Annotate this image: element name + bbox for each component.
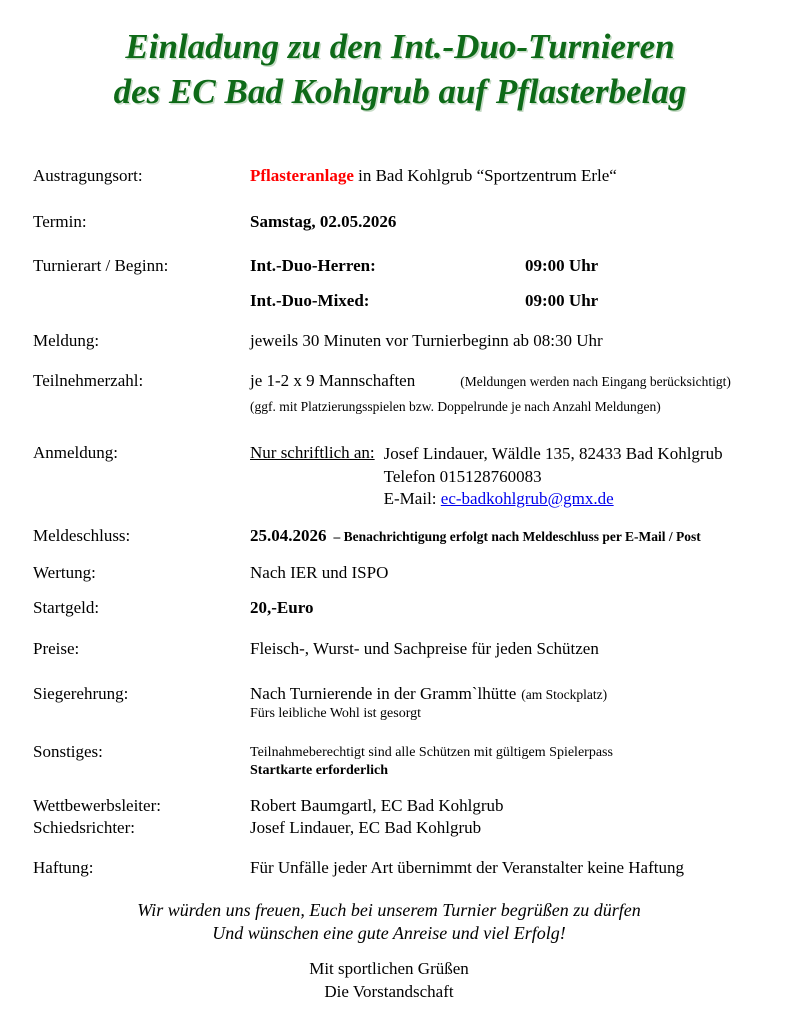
termin-value: Samstag, 02.05.2026	[250, 212, 397, 231]
row-meldung	[33, 331, 790, 351]
tournament-line-mixed	[250, 291, 790, 326]
meldung-value: jeweils 30 Minuten vor Turnierbeginn ab 08:30 Uhr	[250, 331, 603, 350]
sonstiges-label: Sonstiges:	[33, 742, 103, 761]
venue-rest: in Bad Kohlgrub “Sportzentrum Erle“	[353, 166, 617, 185]
email-prefix: E-Mail:	[383, 489, 441, 508]
deadline-date: 25.04.2026	[250, 526, 327, 545]
siegerehrung-label: Siegerehrung:	[33, 684, 129, 703]
teams-note2: (ggf. mit Platzierungsspielen bzw. Doppelrunde je nach Anzahl Meldungen)	[250, 399, 661, 414]
row-austragungsort	[33, 166, 790, 186]
anmeldung-label: Anmeldung:	[33, 443, 118, 462]
closing-line2: Und wünschen eine gute Anreise und viel Erfolg!	[212, 922, 566, 943]
misc-line2: Startkarte erforderlich	[250, 763, 388, 778]
wettbewerbsleiter-value: Robert Baumgartl, EC Bad Kohlgrub	[250, 796, 504, 815]
row-preise	[33, 639, 790, 659]
email-link[interactable]: ec-badkohlgrub@gmx.de	[440, 489, 614, 508]
row-termin	[33, 212, 790, 232]
contact-email-line	[384, 488, 723, 511]
venue-highlight: Pflasteranlage	[250, 166, 354, 185]
startgeld-value: 20,-Euro	[250, 598, 314, 617]
teilnehmerzahl-label: Teilnehmerzahl:	[33, 371, 144, 390]
teams-note1: (Meldungen werden nach Eingang berücksichtigt)	[460, 374, 731, 389]
signature-block	[0, 958, 778, 1003]
row-wertung	[33, 563, 790, 583]
row-teilnehmerzahl	[33, 371, 790, 415]
tournament-line-herren	[250, 256, 790, 291]
wertung-value: Nach IER und ISPO	[250, 563, 389, 582]
row-meldeschluss	[33, 526, 790, 546]
page-title-line2: des EC Bad Kohlgrub auf Pflasterbelag	[113, 72, 687, 111]
tournament-name-herren: Int.-Duo-Herren:	[250, 256, 376, 275]
austragungsort-value	[250, 166, 790, 186]
page-title	[0, 24, 800, 114]
contact-address: Josef Lindauer, Wäldle 135, 82433 Bad Kohlgrub	[383, 444, 723, 463]
turnierart-value	[250, 256, 790, 326]
haftung-value: Für Unfälle jeder Art übernimmt der Veranstalter keine Haftung	[250, 858, 684, 877]
registration-contact	[384, 443, 723, 511]
meldung-label: Meldung:	[33, 331, 100, 350]
row-wettbewerbsleiter	[33, 796, 790, 816]
preise-label: Preise:	[33, 639, 80, 658]
siegerehrung-value	[250, 684, 790, 722]
contact-phone: Telefon 015128760083	[383, 466, 542, 486]
wettbewerbsleiter-label: Wettbewerbsleiter:	[33, 796, 161, 815]
row-turnierart	[33, 256, 790, 326]
row-schiedsrichter	[33, 818, 790, 838]
ceremony-line1	[250, 684, 790, 704]
ceremony-place: Nach Turnierende in der Gramm`lhütte	[250, 684, 517, 703]
tournament-time-mixed: 09:00 Uhr	[525, 291, 599, 310]
page-title-line1: Einladung zu den Int.-Duo-Turnieren	[125, 27, 675, 66]
signer-line: Die Vorstandschaft	[324, 981, 454, 1001]
ceremony-line2: Fürs leibliche Wohl ist gesorgt	[250, 706, 422, 721]
registration-prefix: Nur schriftlich an:	[250, 443, 375, 462]
misc-line1: Teilnahmeberechtigt sind alle Schützen mit gültigem Spielerpass	[250, 745, 613, 760]
row-siegerehrung	[33, 684, 790, 722]
closing-message	[0, 899, 778, 944]
closing-line1: Wir würden uns freuen, Euch bei unserem Turnier begrüßen zu dürfen	[137, 900, 641, 920]
startgeld-label: Startgeld:	[33, 598, 100, 617]
ceremony-note: (am Stockplatz)	[521, 687, 608, 702]
preise-value: Fleisch-, Wurst- und Sachpreise für jeden Schützen	[250, 639, 599, 658]
schiedsrichter-value: Josef Lindauer, EC Bad Kohlgrub	[250, 818, 482, 837]
meldeschluss-label: Meldeschluss:	[33, 526, 131, 545]
tournament-time-herren: 09:00 Uhr	[525, 256, 599, 275]
row-sonstiges	[33, 742, 790, 779]
teilnehmerzahl-line1	[250, 371, 790, 391]
row-startgeld	[33, 598, 790, 618]
greeting-line: Mit sportlichen Grüßen	[309, 959, 469, 978]
anmeldung-value	[250, 443, 790, 511]
row-haftung	[33, 858, 790, 878]
sonstiges-value	[250, 742, 790, 779]
schiedsrichter-label: Schiedsrichter:	[33, 818, 135, 837]
row-anmeldung	[33, 443, 790, 511]
teams-count: je 1-2 x 9 Mannschaften	[250, 371, 416, 390]
deadline-note: – Benachrichtigung erfolgt nach Meldeschluss per E-Mail / Post	[333, 529, 701, 544]
turnierart-label: Turnierart / Beginn:	[33, 256, 169, 275]
tournament-name-mixed: Int.-Duo-Mixed:	[250, 291, 370, 310]
wertung-label: Wertung:	[33, 563, 96, 582]
meldeschluss-value	[250, 526, 790, 546]
termin-label: Termin:	[33, 212, 87, 231]
teilnehmerzahl-value	[250, 371, 790, 415]
austragungsort-label: Austragungsort:	[33, 166, 143, 185]
haftung-label: Haftung:	[33, 858, 94, 877]
